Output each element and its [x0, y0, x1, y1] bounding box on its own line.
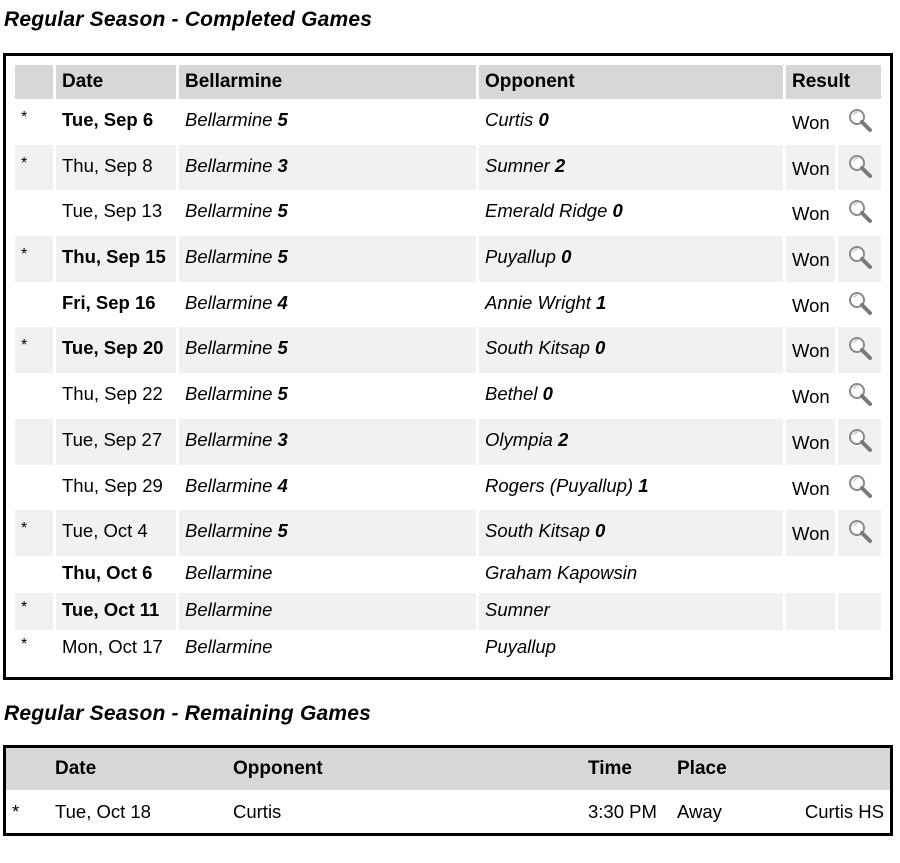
game-result: [786, 556, 835, 593]
home-team-name: Bellarmine: [185, 291, 273, 313]
col-header-date: Date: [56, 65, 176, 99]
home-team-name: Bellarmine: [185, 109, 273, 130]
opponent-score: 1: [638, 474, 649, 496]
details-cell: [838, 190, 881, 236]
home-team-name: Bellarmine: [185, 520, 273, 542]
details-cell: [838, 593, 881, 630]
conference-mark: [15, 190, 53, 236]
magnifier-icon[interactable]: [846, 335, 874, 363]
opponent-cell: [479, 465, 783, 511]
opponent-cell: [479, 373, 783, 419]
home-score: 5: [277, 337, 288, 359]
col-header-result: Result: [786, 65, 881, 99]
conference-mark: *: [21, 109, 28, 126]
col-header-date: Date: [49, 748, 227, 790]
opponent-score: 2: [554, 154, 566, 176]
details-cell: [838, 236, 881, 282]
home-team-name: Bellarmine: [185, 383, 273, 405]
magnifier-icon[interactable]: [846, 381, 874, 409]
opponent-cell: [479, 630, 783, 667]
col-header-venue: [781, 748, 890, 790]
opponent-name: Sumner: [485, 154, 550, 176]
conference-mark: *: [15, 236, 53, 282]
table-row: [15, 99, 881, 145]
opponent-cell: [479, 99, 783, 145]
home-team-cell: [179, 327, 476, 373]
completed-header-row: [15, 65, 881, 99]
details-cell: [838, 282, 881, 328]
opponent-name: Puyallup: [485, 246, 556, 268]
conference-mark: *: [15, 145, 53, 191]
conference-mark: [15, 556, 53, 593]
opponent-name: Graham Kapowsin: [485, 561, 638, 583]
home-team-name: Bellarmine: [185, 561, 273, 583]
home-team-name: Bellarmine: [185, 474, 273, 496]
completed-games-title: Regular Season - Completed Games: [4, 8, 373, 31]
magnifier-icon[interactable]: [846, 198, 874, 226]
game-date: Fri, Sep 16: [62, 291, 156, 313]
table-row: [15, 419, 881, 465]
game-time: 3:30 PM: [588, 800, 657, 822]
game-date: Tue, Sep 13: [62, 200, 163, 222]
opponent-name: Annie Wright: [485, 291, 591, 313]
col-header-bellarmine: Bellarmine: [179, 65, 476, 99]
opponent-name: Puyallup: [485, 635, 556, 657]
opponent-cell: [479, 236, 783, 282]
opponent-cell: [479, 419, 783, 465]
opponent-name: Olympia: [485, 428, 553, 450]
col-header-opponent: Opponent: [227, 748, 582, 790]
table-row: [6, 790, 890, 833]
game-result: Won: [786, 145, 835, 191]
remaining-games-table: [6, 748, 890, 833]
home-score: 5: [277, 109, 288, 130]
home-team-name: Bellarmine: [185, 246, 273, 268]
table-row: [15, 630, 881, 667]
home-team-cell: [179, 99, 476, 145]
game-place: Away: [677, 800, 722, 822]
home-team-cell: [179, 145, 476, 191]
details-cell: [838, 510, 881, 556]
details-cell: [838, 373, 881, 419]
home-team-cell: [179, 190, 476, 236]
home-score: 4: [277, 474, 288, 496]
conference-mark: *: [12, 800, 20, 822]
opponent-score: 0: [595, 337, 606, 359]
opponent-cell: [479, 593, 783, 630]
conference-mark: *: [15, 510, 53, 556]
opponent-cell: [479, 282, 783, 328]
game-date: Tue, Sep 27: [56, 419, 176, 465]
table-row: [15, 510, 881, 556]
table-row: [15, 282, 881, 328]
game-result: Won: [792, 294, 830, 316]
home-team-name: Bellarmine: [185, 598, 273, 620]
opponent-name: Curtis: [233, 800, 282, 822]
home-team-cell: [179, 282, 476, 328]
magnifier-icon[interactable]: [846, 107, 874, 135]
opponent-name: South Kitsap: [485, 520, 590, 542]
details-cell: [838, 99, 881, 145]
remaining-games-title: Regular Season - Remaining Games: [4, 702, 372, 725]
opponent-name: Emerald Ridge: [485, 200, 608, 222]
table-row: [15, 236, 881, 282]
conference-mark: [15, 373, 53, 419]
table-row: [15, 145, 881, 191]
details-cell: [838, 327, 881, 373]
magnifier-icon[interactable]: [846, 473, 874, 501]
conference-mark: *: [21, 635, 28, 653]
game-result: Won: [786, 236, 835, 282]
home-team-name: Bellarmine: [185, 200, 273, 222]
conference-mark: *: [15, 327, 53, 373]
opponent-score: 0: [538, 109, 549, 130]
home-team-name: Bellarmine: [185, 154, 273, 176]
game-date: Tue, Oct 4: [56, 510, 176, 556]
game-date: Thu, Sep 15: [56, 236, 176, 282]
magnifier-icon[interactable]: [846, 427, 874, 455]
home-score: 5: [277, 246, 288, 268]
game-date: Tue, Oct 11: [56, 593, 176, 630]
col-header-place: Place: [671, 748, 781, 790]
col-header-opponent: Opponent: [479, 65, 783, 99]
magnifier-icon[interactable]: [846, 290, 874, 318]
home-team-cell: [179, 556, 476, 593]
details-cell: [838, 465, 881, 511]
game-result: Won: [792, 112, 830, 133]
table-row: [15, 556, 881, 593]
opponent-name: Rogers (Puyallup): [485, 474, 634, 496]
col-header-time: Time: [582, 748, 671, 790]
opponent-name: Curtis: [485, 109, 534, 130]
game-result: Won: [786, 510, 835, 556]
table-row: [15, 327, 881, 373]
home-team-name: Bellarmine: [185, 428, 273, 450]
home-score: 3: [277, 428, 288, 450]
home-team-cell: [179, 236, 476, 282]
completed-games-panel: [3, 53, 893, 680]
details-cell: [838, 556, 881, 593]
completed-games-table: [12, 65, 884, 667]
magnifier-icon[interactable]: [846, 244, 874, 272]
magnifier-icon[interactable]: [846, 518, 874, 546]
opponent-score: 0: [542, 383, 553, 405]
opponent-name: South Kitsap: [485, 337, 590, 359]
game-date: Tue, Oct 18: [55, 800, 151, 822]
opponent-cell: [479, 190, 783, 236]
game-date: Thu, Oct 6: [62, 561, 153, 583]
opponent-cell: [479, 556, 783, 593]
game-result: Won: [786, 419, 835, 465]
opponent-name: Sumner: [485, 598, 550, 620]
home-team-cell: [179, 465, 476, 511]
remaining-games-panel: [3, 745, 893, 836]
home-score: 5: [277, 383, 288, 405]
game-date: Thu, Sep 29: [62, 474, 163, 496]
magnifier-icon[interactable]: [846, 153, 874, 181]
home-score: 5: [277, 520, 288, 542]
table-row: [15, 593, 881, 630]
conference-mark: [15, 465, 53, 511]
col-header-mark: [15, 65, 53, 99]
opponent-score: 0: [612, 200, 623, 222]
details-cell: [838, 419, 881, 465]
game-result: Won: [792, 203, 830, 225]
opponent-name: Bethel: [485, 383, 538, 405]
home-team-cell: [179, 419, 476, 465]
col-header-mark: [6, 748, 49, 790]
opponent-cell: [479, 510, 783, 556]
remaining-header-row: [6, 748, 890, 790]
game-result: Won: [792, 477, 830, 499]
opponent-score: 1: [596, 291, 607, 313]
opponent-score: 0: [561, 246, 572, 268]
game-venue: Curtis HS: [804, 800, 884, 822]
opponent-cell: [479, 145, 783, 191]
home-team-cell: [179, 593, 476, 630]
table-row: [15, 465, 881, 511]
game-date: Tue, Sep 20: [56, 327, 176, 373]
home-team-name: Bellarmine: [185, 635, 273, 657]
conference-mark: *: [15, 593, 53, 630]
game-date: Thu, Sep 8: [56, 145, 176, 191]
home-score: 4: [277, 291, 288, 313]
game-result: Won: [786, 327, 835, 373]
home-team-cell: [179, 373, 476, 419]
game-date: Mon, Oct 17: [62, 635, 163, 657]
home-score: 3: [277, 154, 288, 176]
game-result: Won: [792, 386, 830, 408]
table-row: [15, 373, 881, 419]
details-cell: [838, 145, 881, 191]
game-result: [786, 630, 835, 667]
conference-mark: [15, 282, 53, 328]
game-result: [786, 593, 835, 630]
game-date: Thu, Sep 22: [62, 383, 163, 405]
opponent-score: 0: [595, 520, 606, 542]
table-row: [15, 190, 881, 236]
home-team-name: Bellarmine: [185, 337, 273, 359]
home-team-cell: [179, 510, 476, 556]
home-score: 5: [277, 200, 288, 222]
details-cell: [838, 630, 881, 667]
game-date: Tue, Sep 6: [62, 109, 154, 130]
conference-mark: [15, 419, 53, 465]
opponent-score: 2: [558, 428, 569, 450]
opponent-cell: [479, 327, 783, 373]
home-team-cell: [179, 630, 476, 667]
